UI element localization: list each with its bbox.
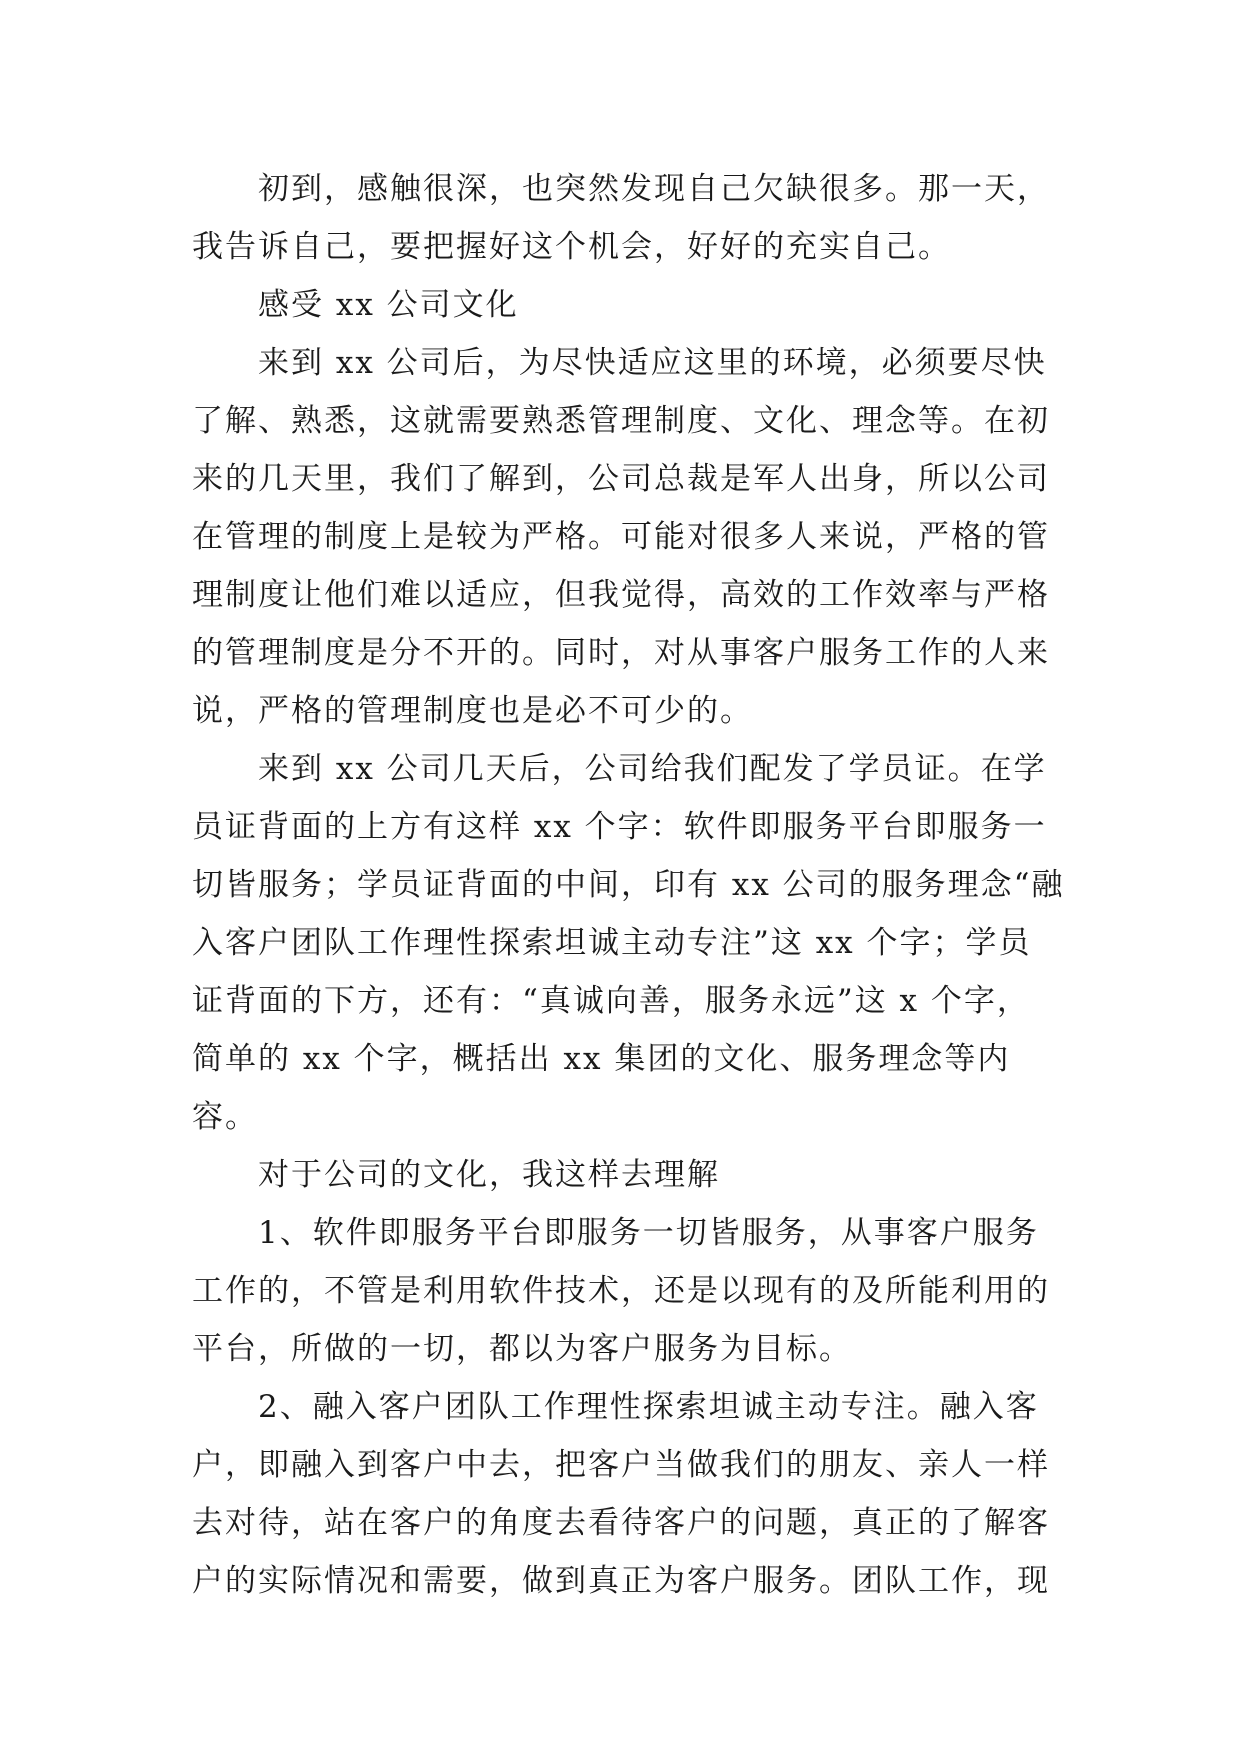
list-item-1: 1、软件即服务平台即服务一切皆服务，从事客户服务 工作的，不管是利用软件技术，还是以现有的及所能利用的 平台，所做的一切，都以为客户服务为目标。 xyxy=(192,1215,1050,1367)
paragraph-arrival: 初到，感触很深，也突然发现自己欠缺很多。那一天， 我告诉自己，要把握好这个机会，好好的充实自己。 xyxy=(192,171,1050,265)
list-item-2: 2、融入客户团队工作理性探索坦诚主动专注。融入客 户，即融入到客户中去，把客户当做我们的朋友、亲人一样 去对待，站在客户的角度去看待客户的问题，真正的了解客 户的实际情况和需要，做到真正为客户服务。团队工作，现 xyxy=(192,1389,1050,1599)
document-body xyxy=(192,160,1072,1610)
paragraph-understanding: 对于公司的文化，我这样去理解 xyxy=(258,1157,720,1193)
paragraph-student-card: 来到 xx 公司几天后，公司给我们配发了学员证。在学 员证背面的上方有这样 xx 个字：软件即服务平台即服务一 切皆服务；学员证背面的中间，印有 xx 公司的服务理念“融 入客户团队工作理性探索坦诚主动专注”这 xx 个字；学员 证背面的下方，还有：“真诚向善，服务永远”这 x 个字， 简单的 xx 个字，概括出 xx 集团的文化、服务理念等内容。 xyxy=(192,751,1065,1135)
paragraph-management: 来到 xx 公司后，为尽快适应这里的环境，必须要尽快 了解、熟悉，这就需要熟悉管理制度、文化、理念等。在初 来的几天里，我们了解到，公司总裁是军人出身，所以公司 在管理的制度上是较为严格。可能对很多人来说，严格的管 理制度让他们难以适应，但我觉得，高效的工作效率与严格 的管理制度是分不开的。同时，对从事客户服务工作的人来 说，严格的管理制度也是必不可少的。 xyxy=(192,345,1050,729)
section-heading-culture: 感受 xx 公司文化 xyxy=(258,287,519,323)
